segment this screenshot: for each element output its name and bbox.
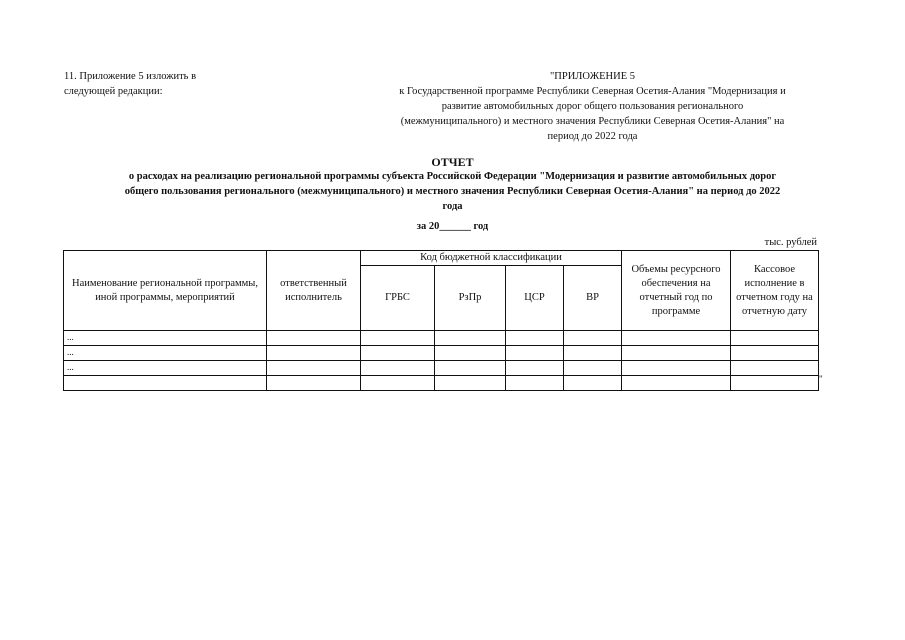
table-cell — [731, 361, 819, 376]
table-cell-name — [64, 376, 267, 391]
table-cell — [506, 331, 564, 346]
amendment-note — [64, 69, 264, 99]
amendment-note-line-2: следующей редакции: — [64, 86, 163, 97]
col-header-vr: ВР — [564, 266, 622, 331]
table-cell — [267, 331, 361, 346]
col-header-executor: ответственный исполнитель — [267, 251, 361, 331]
report-title: ОТЧЕТ — [431, 155, 474, 169]
col-header-csr: ЦСР — [506, 266, 564, 331]
table-row — [64, 331, 819, 346]
table-cell-name: ... — [64, 331, 267, 346]
table-cell — [361, 331, 435, 346]
col-header-grbs: ГРБС — [361, 266, 435, 331]
table-cell — [731, 331, 819, 346]
table-cell — [564, 331, 622, 346]
report-description-line-1: о расходах на реализацию региональной программы субъекта Российской Федерации "Модернизация и развитие автомобильных дорог — [128, 171, 777, 182]
table-cell — [435, 346, 506, 361]
report-description — [64, 169, 841, 214]
table-row — [64, 376, 819, 391]
appendix-header — [350, 69, 835, 144]
table-cell — [506, 346, 564, 361]
table-cell — [267, 361, 361, 376]
col-header-name: Наименование региональной программы, иной программы, мероприятий — [64, 251, 267, 331]
table-header-row — [64, 251, 819, 266]
col-header-cash-execution: Кассовое исполнение в отчетном году на отчетную дату — [731, 251, 819, 331]
expenses-table — [63, 250, 819, 391]
table-cell — [622, 361, 731, 376]
col-header-rzpr: РзПр — [435, 266, 506, 331]
table-cell — [731, 346, 819, 361]
table-cell-name: ... — [64, 361, 267, 376]
amendment-note-line-1: 11. Приложение 5 изложить в — [64, 71, 197, 82]
appendix-line-3: развитие автомобильных дорог общего пользования регионального — [441, 101, 744, 112]
report-description-line-3: года — [442, 201, 463, 212]
table-cell — [435, 331, 506, 346]
col-header-resource-volume: Объемы ресурсного обеспечения на отчетный год по программе — [622, 251, 731, 331]
table-cell — [506, 361, 564, 376]
table-cell — [267, 376, 361, 391]
table-cell — [361, 376, 435, 391]
table-cell — [622, 346, 731, 361]
table-cell — [435, 361, 506, 376]
appendix-line-2: к Государственной программе Республики Северная Осетия-Алания "Модернизация и — [399, 86, 786, 97]
table-cell — [622, 376, 731, 391]
table-cell — [564, 346, 622, 361]
table-cell — [435, 376, 506, 391]
report-description-line-2: общего пользования регионального (межмуниципального) и местного значения Республики Северная Осетия-Алания" на период до 2022 — [124, 186, 781, 197]
table-row — [64, 361, 819, 376]
appendix-line-5: период до 2022 года — [547, 131, 638, 142]
table-row — [64, 346, 819, 361]
closing-quote: " — [819, 374, 823, 384]
table-cell — [622, 331, 731, 346]
appendix-title: "ПРИЛОЖЕНИЕ 5 — [549, 71, 635, 82]
table-cell — [361, 361, 435, 376]
col-header-budget-classification: Код бюджетной классификации — [361, 251, 622, 266]
table-cell — [267, 346, 361, 361]
units-label: тыс. рублей — [764, 237, 817, 248]
appendix-line-4: (межмуниципального) и местного значения Республики Северная Осетия-Алания" на — [400, 116, 785, 127]
report-year: за 20______ год — [416, 221, 489, 232]
table-cell — [564, 361, 622, 376]
table-cell — [506, 376, 564, 391]
table-cell — [731, 376, 819, 391]
table-cell — [564, 376, 622, 391]
table-cell — [361, 346, 435, 361]
table-cell-name: ... — [64, 346, 267, 361]
